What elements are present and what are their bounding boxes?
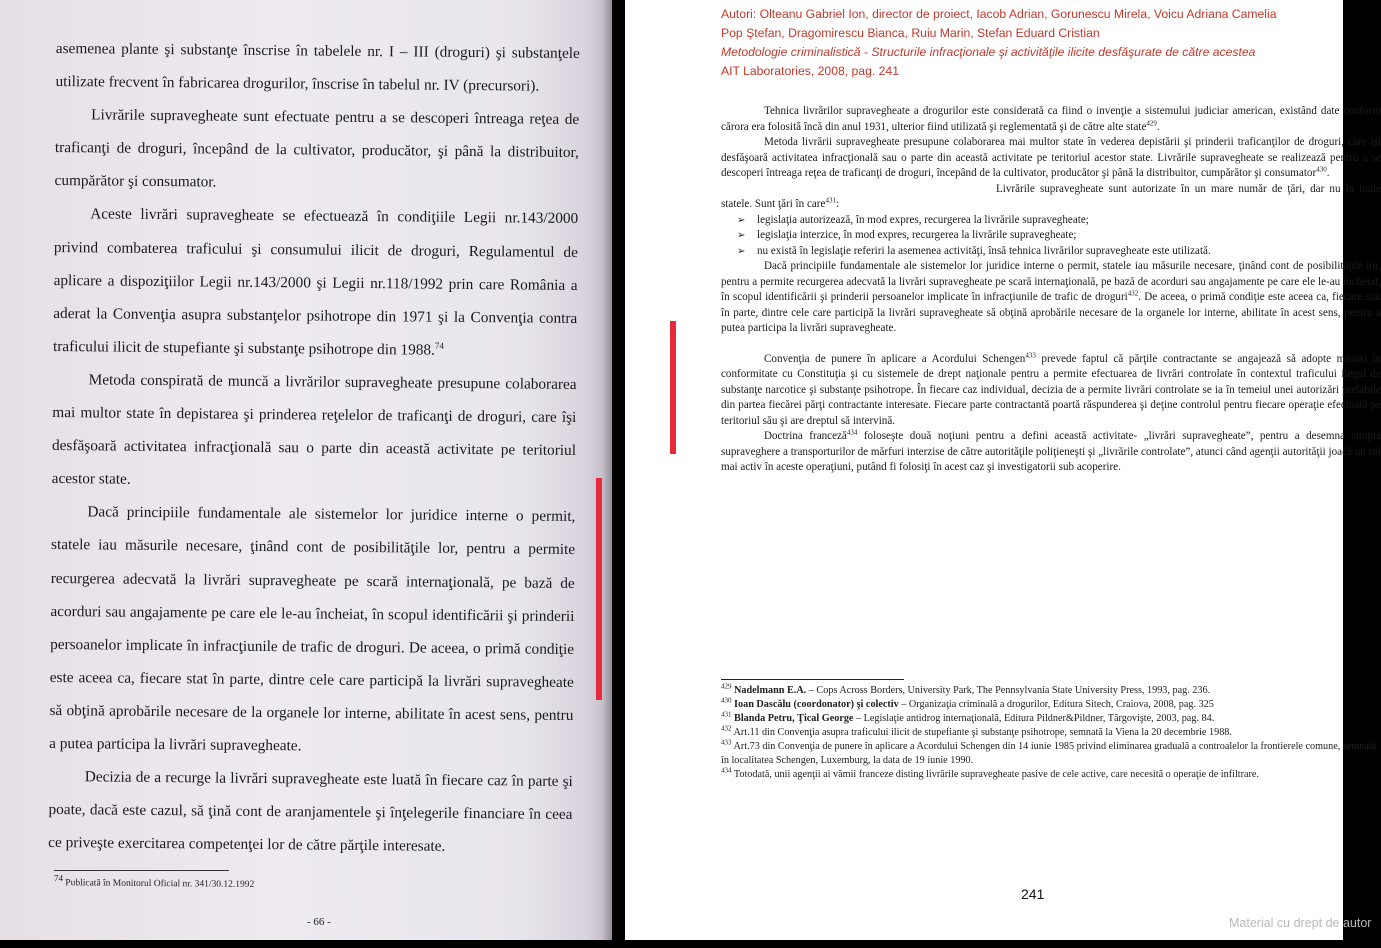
authors-line: Autori: Olteanu Gabriel Ion, director de proiect, Iacob Adrian, Gorunescu Mirela, Voicu Adriana Camelia	[721, 7, 1277, 21]
footnote-number: 433	[721, 738, 732, 747]
right-page-number: 241	[1021, 886, 1045, 902]
footnote-ref: 430	[1316, 165, 1327, 174]
footnote-ref: 431	[825, 196, 836, 205]
footnote-number: 430	[721, 696, 732, 705]
left-paragraph: asemenea plante şi substanţe înscrise în tabelele nr. I – III (droguri) şi substanţele utilizate frecvent în fabricarea drogurilor, înscrise în tabelul nr. IV (precursori).	[55, 39, 580, 95]
footnote-author: Blanda Petru, Ţical George	[734, 713, 854, 724]
left-paragraph: Metoda conspirată de muncă a livrărilor supravegheate presupune colaborarea mai multor state în depistarea şi prinderea reţelelor de traficanţi de droguri, care îşi desfăşoară activitatea infracţională sau o parte din această activitate pe teritoriul acestor state.	[51, 371, 577, 488]
bullet-list	[721, 213, 1381, 260]
paragraph-text: . De aceea, o primă condiţie este aceea ca, fiecare stat în parte, dintre cele care participă la livrări supravegheate să obţină aprobările necesare de la organele lor interne, abilitate în acest sens, pentru a putea participa la livrări supravegheate.	[721, 291, 1381, 334]
footnote-text: Art.11 din Convenţia asupra traficului ilicit de stupefiante şi substanţe psihotrope, semnată la Viena la 20 decembrie 1988.	[733, 727, 1232, 738]
authors-line: Pop Ştefan, Dragomirescu Bianca, Ruiu Marin, Stefan Eduard Cristian	[721, 26, 1100, 40]
left-paragraph: Decizia de a recurge la livrări supravegheate este luată în fiecare caz în parte şi poate, dacă este cazul, să ţină cont de aranjamentele şi înţelegerile financiare în ceea ce priveşte exercitarea competenţei lor de către părţile interesate.	[48, 768, 573, 856]
paragraph-text: Convenţia de punere în aplicare a Acordului Schengen	[764, 352, 1026, 365]
footnote	[721, 740, 1381, 768]
bullet-item: ➢ legislaţia interzice, în mod expres, recurgerea la livrările supravegheate;	[737, 228, 1381, 244]
body-paragraph: Metoda livrării supravegheate presupune colaborarea mai multor state în vederea depistării şi prinderii traficanţilor de droguri, care îşi desfăşoară activitatea infracţională sau o parte din această activitate pe teritoriul acestor state. Livrările supravegheate se realizează pentru a se descoperi întreaga reţea de traficanţi de droguri, începând de la cultivator, producător şi până la distribuitor, cumpărător şi consumator$^{430}$.	[721, 136, 1381, 179]
footnote-ref: 432	[1127, 289, 1139, 298]
left-footnote	[53, 873, 255, 890]
copyright-watermark: Material cu drept de autor	[1229, 916, 1372, 930]
footnote-text: – Cops Across Borders, University Park, The Pennsylvania State University Press, 1993, pag. 236.	[806, 685, 1211, 696]
paragraph-text: foloseşte două noţiuni pentru a defini această activitate- „livrări supravegheate”, pentru a desemna simpla supraveghere a transporturilor de mărfuri interzise de către autorităţile poliţieneşti şi „livrările controlate”, atunci când agenţii autorităţii joacă un rol mai activ în aceste operaţiuni, putând fi folosiţi în acest caz şi investigatorii sub acoperire.	[721, 430, 1381, 473]
footnote-text: Totodată, unii agenţii ai vămii franceze disting livrările supravegheate pasive de cele active, care necesită o operaţie de infiltrare.	[733, 769, 1259, 780]
paragraph-text: Doctrina franceză	[764, 430, 847, 442]
body-paragraph	[721, 259, 1381, 337]
body-paragraph: Tehnica livrărilor supravegheate a drogurilor este considerată ca fiind o invenţie a sistemului judiciar american, existând date conform cărora era folosită încă din anul 1931, ulterior fiind utilizată şi reglementată şi de către alte state$^{429}$.	[721, 105, 1381, 133]
paragraph-text: Dacă principiile fundamentale ale sistemelor lor juridice interne o permit, statele iau măsurile necesare, ţinând cont de posibilităţile lor, pentru a permite recurgerea adecvată la livrări supravegheate pe scară internaţională, pe bază de acorduri sau angajamente pe care ele le-au încheiat, în scopul identificării şi prinderii persoanelor implicate în infracţiunile de trafic de droguri	[721, 260, 1381, 303]
footnote-number: 429	[721, 682, 732, 691]
left-paragraph: Dacă principiile fundamentale ale sistemelor lor juridice interne o permit, statele iau măsurile necesare, ţinând cont de posibilităţile lor, pentru a permite recurgerea adecvată la livrări supravegheate pe scară internaţională, pe bază de acorduri sau angajamente pe care ele le-au încheiat, în scopul identificării şi prinderii persoanelor implicate în infracţiunile de trafic de droguri. De aceea, o primă condiţie este aceea ca, fiecare stat în parte, dintre cele care participă la livrări supravegheate să obţină aprobările necesare de la organele lor interne, abilitate în acest sens, pentru a putea participa la livrări supravegheate.	[49, 503, 576, 755]
highlight-mark-left	[596, 478, 602, 700]
paragraph-text: Livrările supravegheate sunt autorizate în un mare număr de ţări, dar nu în toate statele. Sunt ţări în care	[721, 182, 1381, 210]
footnote-number: 74	[53, 873, 64, 884]
paragraph-text: Tehnica livrărilor supravegheate a drogurilor este considerată ca fiind o invenţie a sistemului judiciar american, existând date conform cărora era folosită încă din anul 1931, ulterior fiind utilizată şi reglementată şi de către alte state	[721, 105, 1381, 133]
footnote-author: Ioan Dascălu (coordonator) şi colectiv	[734, 699, 899, 710]
left-page-text	[48, 32, 580, 864]
footnote-text: – Organizaţia criminală a drogurilor, Editura Sitech, Craiova, 2008, pag. 325	[898, 699, 1214, 710]
footnote-divider	[721, 679, 904, 680]
book-spine-shadow	[602, 0, 612, 940]
footnote	[721, 726, 1381, 740]
left-page-number: - 66 -	[307, 916, 331, 928]
footnote-text: Publicată în Monitorul Oficial nr. 341/30.12.1992	[65, 878, 255, 890]
left-book-page	[0, 0, 612, 940]
left-paragraph-text: Aceste livrări supravegheate se efectuează în condiţiile Legii nr.143/2000 privind combaterea traficului şi consumului ilicit de droguri, Regulamentul de aplicare a dispoziţiilor Legii nr.143/2000 şi Legii nr.118/1992 prin care România a aderat la Convenţia asupra substanţelor psihotrope din 1971 şi la Convenţia contra traficului ilicit de stupefiante şi substanţe psihotrope din 1988.	[52, 205, 579, 359]
publisher-line: AIT Laboratories, 2008, pag. 241	[721, 64, 899, 78]
body-paragraph	[721, 429, 1381, 476]
footnote-number: 431	[721, 710, 732, 719]
bullet-item: ➢ legislaţia autorizează, în mod expres, recurgerea la livrările supravegheate;	[737, 213, 1381, 229]
footnote-ref: 74	[434, 340, 444, 351]
footnote	[721, 684, 1381, 698]
body-paragraph	[721, 352, 1381, 430]
footnote-ref: 434	[846, 428, 858, 437]
footnote-text: Art.73 din Convenţia de punere în aplicare a Acordului Schengen din 14 iunie 1985 privind eliminarea graduală a controalelor la frontierele comune, semnată în localitatea Schengen, Luxemburg, la data de 19 iunie 1990.	[721, 741, 1377, 766]
footnote-number: 434	[721, 766, 732, 775]
body-paragraph: Livrările supravegheate sunt autorizate în un mare număr de ţări, dar nu în toate statele. Sunt ţări în care$^{431}$:	[721, 182, 1381, 210]
left-paragraph	[53, 197, 579, 367]
right-document-page	[625, 0, 1381, 940]
footnote-text: – Legislaţie antidrog internaţională, Editura Pildner&Pildner, Târgovişte, 2003, pag. 84.	[853, 713, 1215, 724]
document-header	[721, 5, 1361, 81]
left-paragraph: Livrările supravegheate sunt efectuate pentru a se descoperi întreaga reţea de traficanţi de droguri, începând de la cultivator, producător, şi până la distribuitor, cumpărător şi consumator.	[54, 106, 580, 191]
footnote	[721, 768, 1381, 782]
footnote-number: 432	[721, 724, 732, 733]
document-body	[721, 104, 1381, 476]
footnote-author: Nadelmann E.A.	[734, 685, 807, 696]
footnote	[721, 712, 1381, 726]
highlight-mark-right	[670, 321, 676, 454]
footnote-ref: 433	[1025, 350, 1036, 359]
footnotes	[721, 684, 1381, 782]
document-title: Metodologie criminalistică - Structurile infracţionale şi activităţile ilicite desfăşurate de către acestea	[721, 45, 1256, 59]
footnote-divider	[54, 870, 229, 871]
paragraph-text: Metoda livrării supravegheate presupune colaborarea mai multor state în vederea depistării şi prinderii traficanţilor de droguri, care îşi desfăşoară activitatea infracţională sau o parte din această activitate pe teritoriul acestor state. Livrările supravegheate se realizează pentru a se descoperi întreaga reţea de traficanţi de droguri, începând de la cultivator, producător şi până la distribuitor, cumpărător şi consumator	[721, 136, 1381, 179]
footnote	[721, 698, 1381, 712]
bullet-item: ➢ nu există în legislaţie referiri la asemenea activităţi, însă tehnica livrărilor supravegheate este utilizată.	[737, 244, 1381, 260]
footnote-ref: 429	[1146, 118, 1157, 127]
paragraph-text: prevede faptul că părţile contractante se angajează să adopte măsuri în conformitate cu Constituţia şi cu sistemele de drept naţionale pentru a permite efectuarea de livrări controlate în contextul traficului ilegal de substanţe narcotice şi substanţe psihotrope. În fiecare caz individual, decizia de a permite livrări controlate se ia în temeiul unei autorizări prelabile din partea fiecărei părţi contractante interesate. Fiecare parte contractantă poartă răspunderea şi deţine controlul pentru fiecare operaţie efectuată pe teritoriul său şi are dreptul să intervină.	[721, 352, 1381, 427]
